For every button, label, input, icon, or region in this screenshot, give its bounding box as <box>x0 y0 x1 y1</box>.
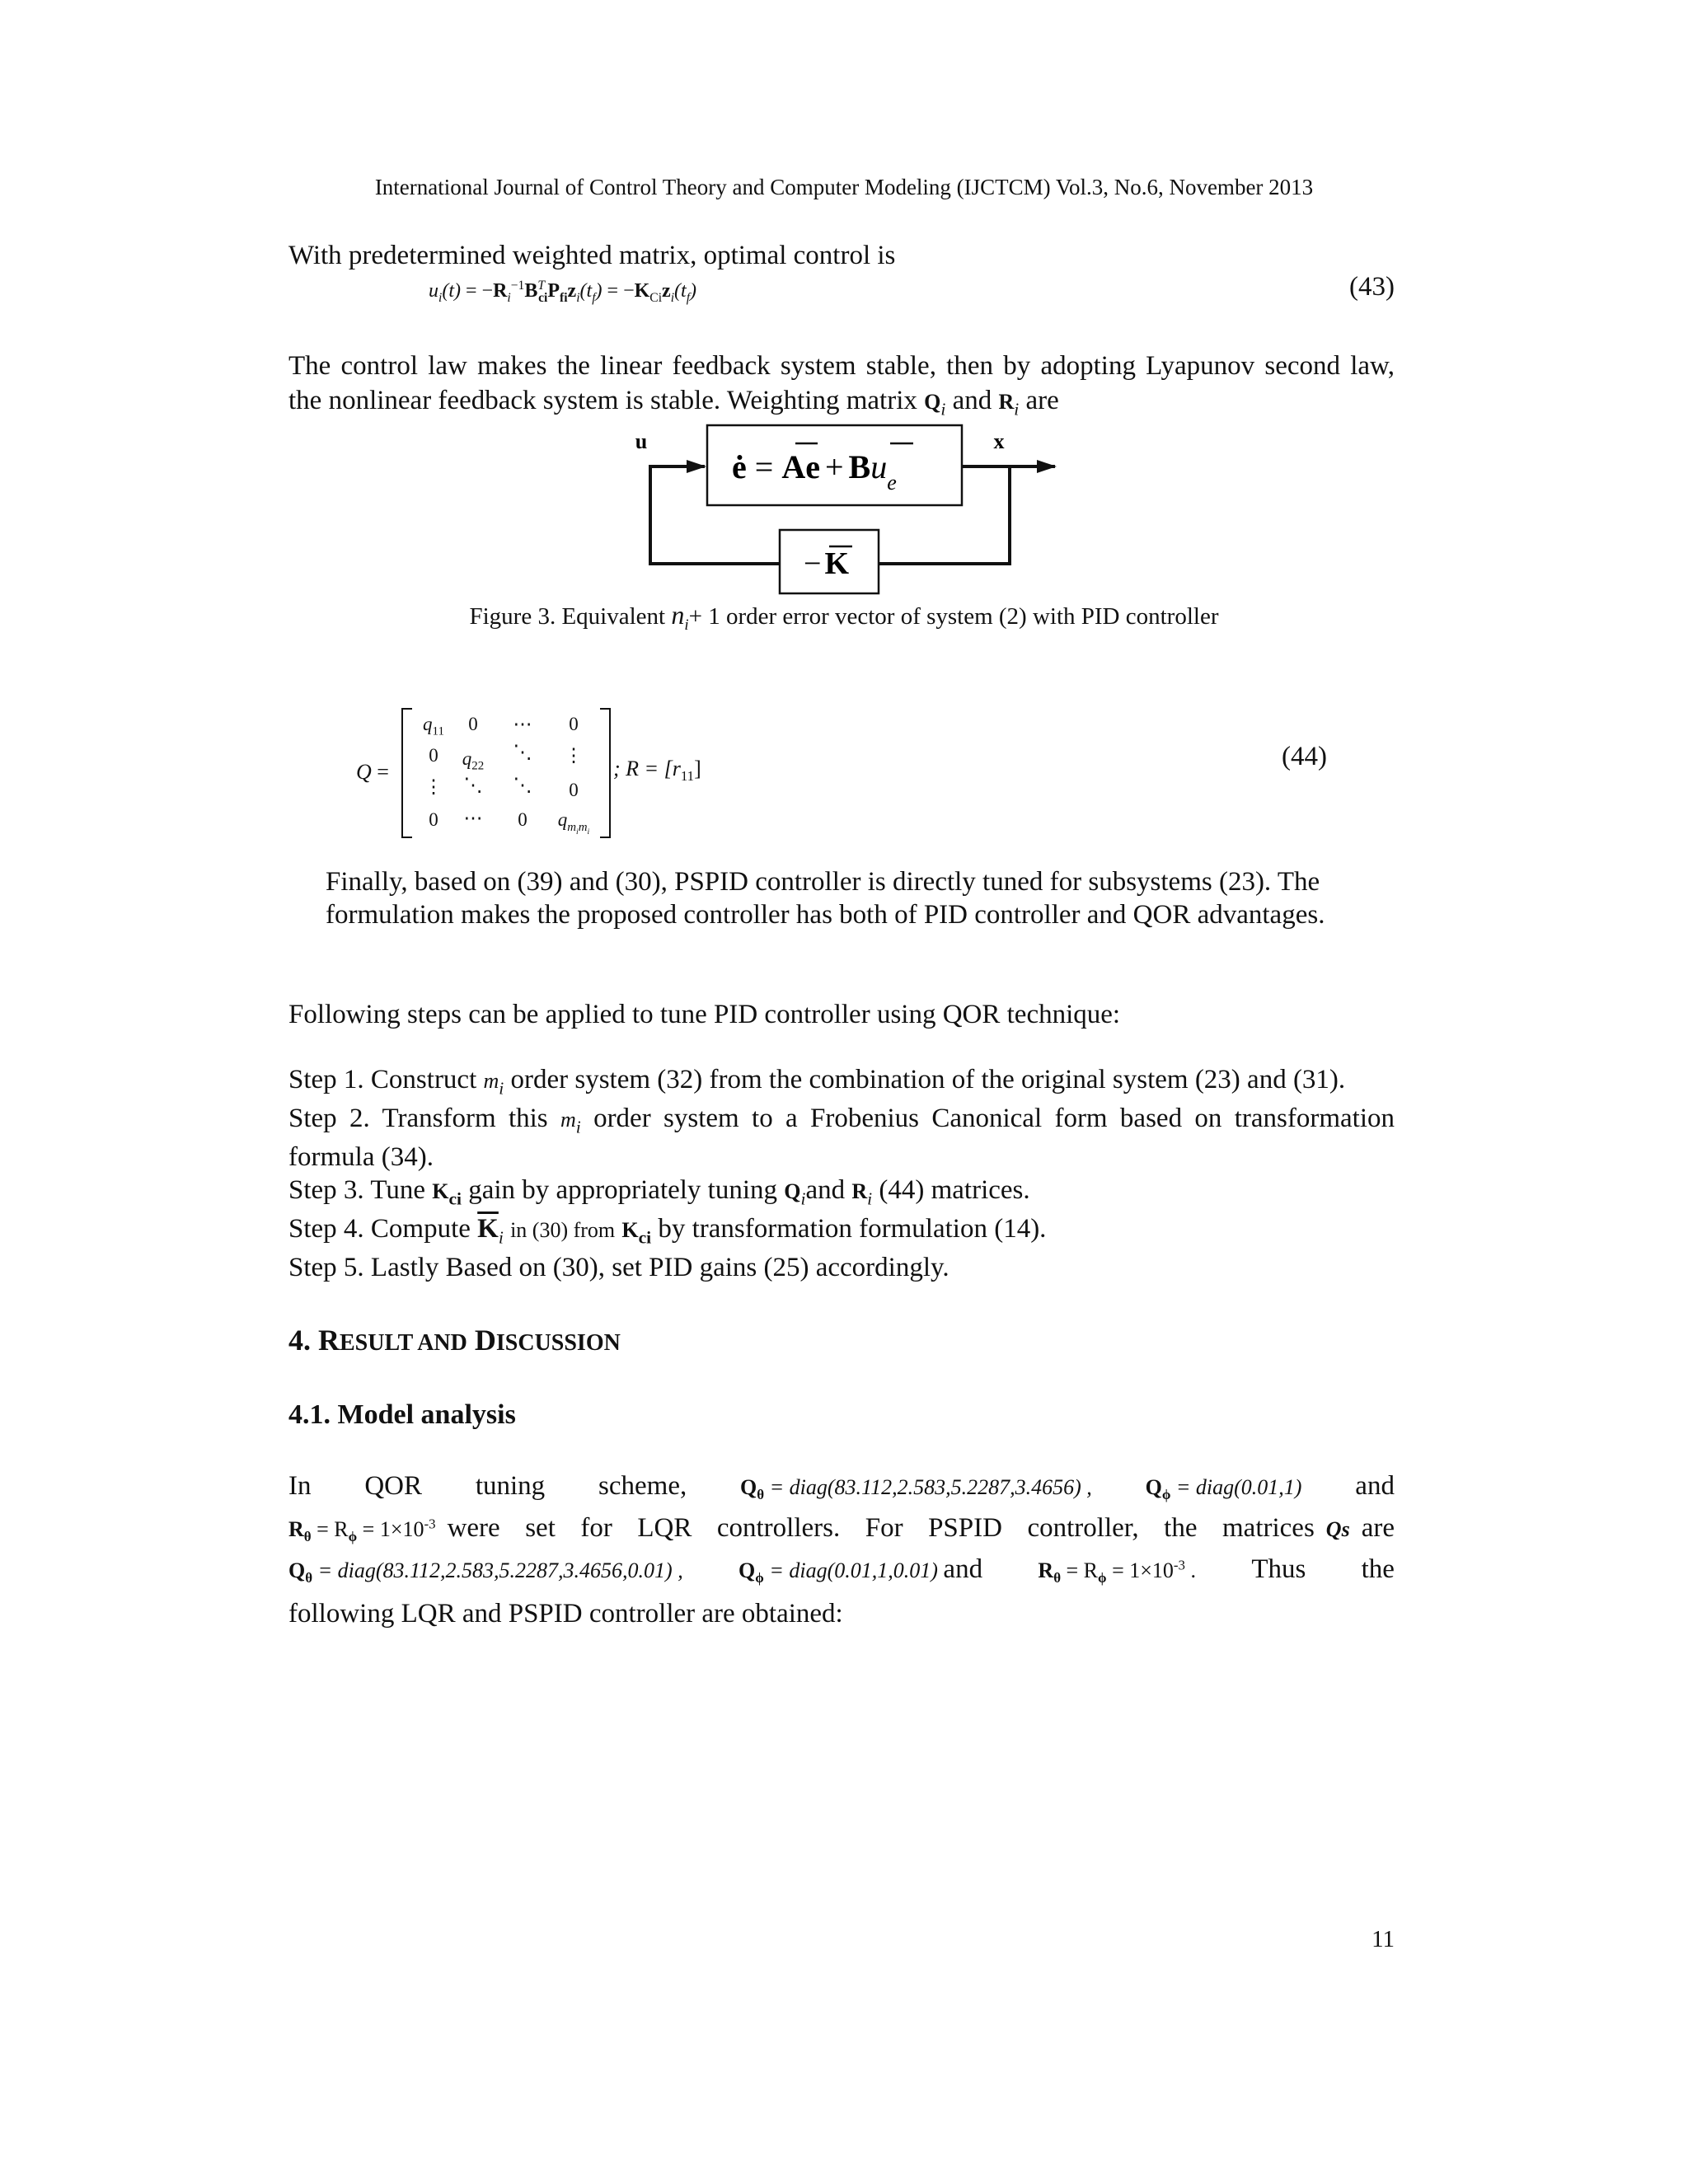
paragraph-finally-line2: formulation makes the proposed controller has both of PID controller and QOR advantages. <box>326 900 1325 930</box>
equation-43-number: (43) <box>1349 272 1395 302</box>
matrix-cell: 0 <box>429 809 438 830</box>
running-header: International Journal of Control Theory and Computer Modeling (IJCTCM) Vol.3, No.6, November 2013 <box>374 175 1314 199</box>
step-3: Step 3. Tune $K_{ci}$ gain by appropriately tuning $Q_iand$ $R_i$ (44) matrices. <box>288 1175 1030 1209</box>
equation-43: $u_i(t) = -R_i^{-1}B^T_{ci}P_{fi}z_i(t_f) = -K_{Ci}z_i(t_f)$ <box>429 279 697 305</box>
paragraph-model-analysis-line2: $R_\theta = R_\phi = 1\times 10^{-3}$ were set for LQR controllers. For PSPID controller, the matrices Qs are <box>288 1513 1395 1545</box>
subsection-4-1-heading: 4.1. Model analysis <box>288 1399 516 1430</box>
matrix-Q-entries <box>407 707 770 839</box>
step-2-continued: formula (34). <box>288 1142 434 1172</box>
section-4-heading: 4. RESULT AND DISCUSSION <box>288 1324 621 1357</box>
matrix-cell: ⋱ <box>513 742 532 762</box>
output-label-x: x <box>993 429 1005 453</box>
matrix-cell: ⋱ <box>463 775 483 795</box>
paragraph-following-steps: Following steps can be applied to tune PID controller using QOR technique: <box>288 1000 1121 1029</box>
matrix-cell: ⋮ <box>424 776 443 797</box>
matrix-cell: $q_{m_im_i}$ <box>557 809 590 837</box>
step-1: Step 1. Construct $m_i$ order system (32) from the combination of the original system (23) and (31). <box>288 1065 1346 1099</box>
matrix-cell: ⋱ <box>513 775 532 795</box>
state-equation: ė = $Ae + Bu_e$ <box>732 448 897 494</box>
matrix-cell: ⋯ <box>463 808 483 828</box>
matrix-R-definition: ; $R = [r_{11}]$ <box>613 757 701 785</box>
matrix-cell: 0 <box>468 714 478 734</box>
matrix-cell: ⋯ <box>513 714 532 734</box>
step-2: Step 2. Transform this $m_i$ order system to a Frobenius Canonical form based on transformation <box>288 1104 1395 1137</box>
matrix-cell: $q_{22}$ <box>462 748 485 773</box>
step-5: Step 5. Lastly Based on (30), set PID gains (25) accordingly. <box>288 1253 950 1282</box>
paragraph-control-law-line2: the nonlinear feedback system is stable. Weighting matrix $Q_i$ and $R_i$ are <box>288 386 1059 419</box>
figure-3-caption: Figure 3. Equivalent $n_i+ 1$ order error vector of system (2) with PID controller <box>469 600 1219 634</box>
paragraph-model-analysis-line4: following LQR and PSPID controller are obtained: <box>288 1599 843 1629</box>
step-4: Step 4. Compute $\overline{K}_i$ in (30) from $K_{ci}$ by transformation formulation (14). <box>288 1214 1047 1248</box>
matrix-cell: $q_{11}$ <box>423 714 444 738</box>
paragraph-intro: With predetermined weighted matrix, optimal control is <box>288 241 896 270</box>
input-label-u: u <box>635 429 648 453</box>
matrix-Q-label: Q = <box>356 760 389 784</box>
paragraph-finally <box>326 865 1364 931</box>
matrix-cell: 0 <box>569 780 579 800</box>
matrix-cell: 0 <box>569 714 579 734</box>
page-number: 11 <box>1372 1926 1395 1952</box>
paragraph-finally-line1: Finally, based on (39) and (30), PSPID controller is directly tuned for subsystems (23). The <box>326 867 1320 897</box>
feedback-gain-label: − K <box>804 546 849 581</box>
paragraph-model-analysis-line1: In QOR tuning scheme, $Q_\theta$ = diag(83.112,2.583,5.2287,3.4656) , $Q_\phi$ = diag(0.01,1) and <box>288 1471 1395 1503</box>
matrix-cell: 0 <box>518 809 528 830</box>
block-diagram-figure-3 <box>0 412 1688 602</box>
equation-44-number: (44) <box>1282 742 1327 771</box>
paragraph-model-analysis-line3: $Q_\theta$ = diag(83.112,2.583,5.2287,3.4656,0.01) , $Q_\phi$ = diag(0.01,1,0.01) and $R_\theta = R_\phi = 1\times 10^{-3}$ . Thus the <box>288 1554 1395 1586</box>
matrix-cell: 0 <box>429 745 438 766</box>
paragraph-control-law-line1: The control law makes the linear feedback system stable, then by adopting Lyapunov second law, <box>288 351 1395 381</box>
matrix-cell: ⋮ <box>564 745 584 766</box>
